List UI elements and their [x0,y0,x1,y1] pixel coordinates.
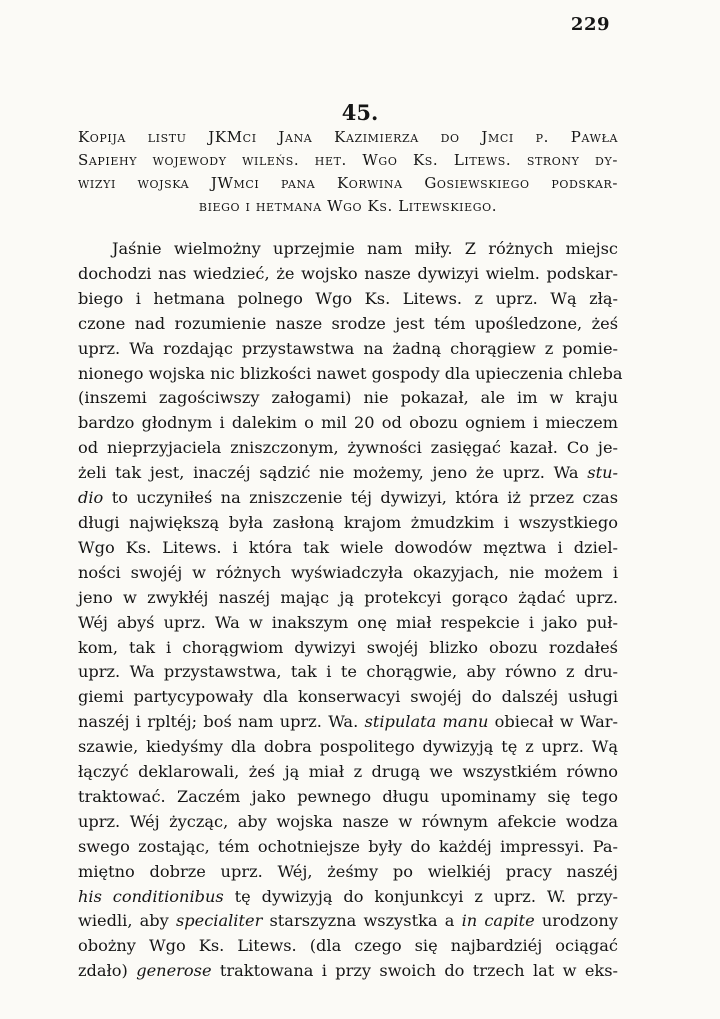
page-number: 229 [570,14,610,35]
text-segment: długi największą była zasłoną krajom żmudzkim i wszystkiego [78,512,618,532]
text-segment: obiecał w War- [488,712,619,732]
heading-line: wizyi wojska JWmci pana Korwina Gosiewskiego podskar- [78,174,618,192]
text-line [78,287,618,312]
text-segment: dochodzi nas wiedzieć, że wojsko nasze dywizyi wielm. podskar- [78,263,618,283]
text-line [78,810,618,835]
text-line [78,337,618,362]
heading-line: Kopija listu JKMci Jana Kazimierza do Jmci p. Pawła [78,128,618,146]
text-line [78,760,618,785]
text-segment: łączyć deklarowali, żeś ją miał z drugą we wszystkiém równo [78,762,618,782]
text-segment: (inszemi zagościwszy załogami) nie pokazał, ale im w kraju [78,388,618,408]
document-heading [78,126,618,218]
text-segment: wiedli, aby [78,911,176,931]
document-number: 45. [341,100,379,125]
text-line [78,362,623,387]
text-line [78,959,618,984]
text-segment: traktować. Zaczém jako pewnego długu upominamy się tego [78,786,618,806]
text-line [78,436,618,461]
text-segment: giemi partycypowały dla konserwacyi swojéj do dalszéj usługi [78,687,618,707]
text-segment: miętno dobrze uprz. Wéj, żeśmy po wielkiéj pracy naszéj [78,861,618,881]
text-line [78,486,618,511]
italic-phrase: dio [78,488,104,508]
text-segment: urodzony [534,911,618,931]
text-segment: bardzo głodnym i dalekim o mil 20 od obozu ogniem i mieczem [78,413,618,433]
text-line [78,536,618,561]
text-segment: obożny Wgo Ks. Litews. (dla czego się najbardziéj ociągać [78,936,618,956]
text-line [78,611,618,636]
text-line [78,685,618,710]
text-line [78,636,618,661]
text-segment: od nieprzyjaciela zniszczonym, żywności zasięgać kazał. Co je- [78,438,618,458]
heading-line: Sapiehy wojewody wileńs. het. Wgo Ks. Litews. strony dy- [78,151,618,169]
italic-phrase: stipulata manu [364,712,489,732]
text-line [78,835,618,860]
text-line [78,411,618,436]
text-line [78,312,618,337]
text-segment: biego i hetmana polnego Wgo Ks. Litews. z uprz. Wą złą- [78,288,618,308]
text-segment: naszéj i rpltéj; boś nam uprz. Wa. [78,712,365,732]
text-line [78,561,618,586]
text-line [78,885,618,910]
text-line [78,586,618,611]
letter-body [78,237,623,984]
text-line [78,710,618,735]
text-line [78,511,618,536]
text-segment: jeno w zwykłéj naszéj mając ją protekcyi gorąco żądać uprz. [78,587,618,607]
italic-phrase: his conditionibus [78,886,224,906]
text-line [78,262,618,287]
italic-phrase: generose [136,961,212,981]
text-line [78,934,618,959]
text-segment: swego zostając, tém ochotniejsze były do każdéj impressyi. Pa- [78,836,618,856]
italic-phrase: specialiter [175,911,263,931]
text-segment: ności swojéj w różnych wyświadczyła okazyjach, nie możem i [78,562,618,582]
text-line [78,461,618,486]
text-line [78,909,618,934]
text-segment: traktowana i przy swoich do trzech lat w eks- [211,961,618,981]
text-segment: to uczyniłeś na zniszczenie téj dywizyi, która iż przez czas [103,488,618,508]
heading-line: biego i hetmana Wgo Ks. Litewskiego. [198,197,498,215]
text-line [78,237,618,262]
text-segment: starszyzna wszystka a [262,911,462,931]
italic-phrase: in capite [461,911,535,931]
text-segment: uprz. Wa przystawstwa, tak i te chorągwie, aby równo z dru- [78,662,618,682]
text-line [78,785,618,810]
text-segment: uprz. Wa rozdając przystawstwa na żadną chorągiew z pomie- [78,338,618,358]
text-segment: tę dywizyją do konjunkcyi z uprz. W. przy- [223,886,618,906]
text-segment: Wéj abyś uprz. Wa w inakszym onę miał respekcie i jako puł- [78,612,618,632]
italic-phrase: stu- [587,463,618,483]
text-line [78,735,618,760]
text-line [78,386,618,411]
text-segment: Wgo Ks. Litews. i która tak wiele dowodów męztwa i dziel- [78,537,618,557]
text-segment: Jaśnie wielmożny uprzejmie nam miły. Z różnych miejsc [112,239,618,258]
text-segment: uprz. Wéj życząc, aby wojska nasze w równym afekcie wodza [78,811,618,831]
text-segment: czone nad rozumienie nasze srodze jest tém upośledzone, żeś [78,313,618,333]
text-segment: kom, tak i chorągwiom dywizyi swojéj blizko obozu rozdałeś [78,637,618,657]
text-line [78,660,618,685]
text-segment: zdało) [78,961,137,981]
text-line [78,860,618,885]
text-segment: nionego wojska nic blizkości nawet gospody dla upieczenia chleba [78,363,623,383]
text-segment: szawie, kiedyśmy dla dobra pospolitego dywizyją tę z uprz. Wą [78,737,618,757]
text-segment: żeli tak jest, inaczéj sądzić nie możemy, jeno że uprz. Wa [78,463,588,483]
